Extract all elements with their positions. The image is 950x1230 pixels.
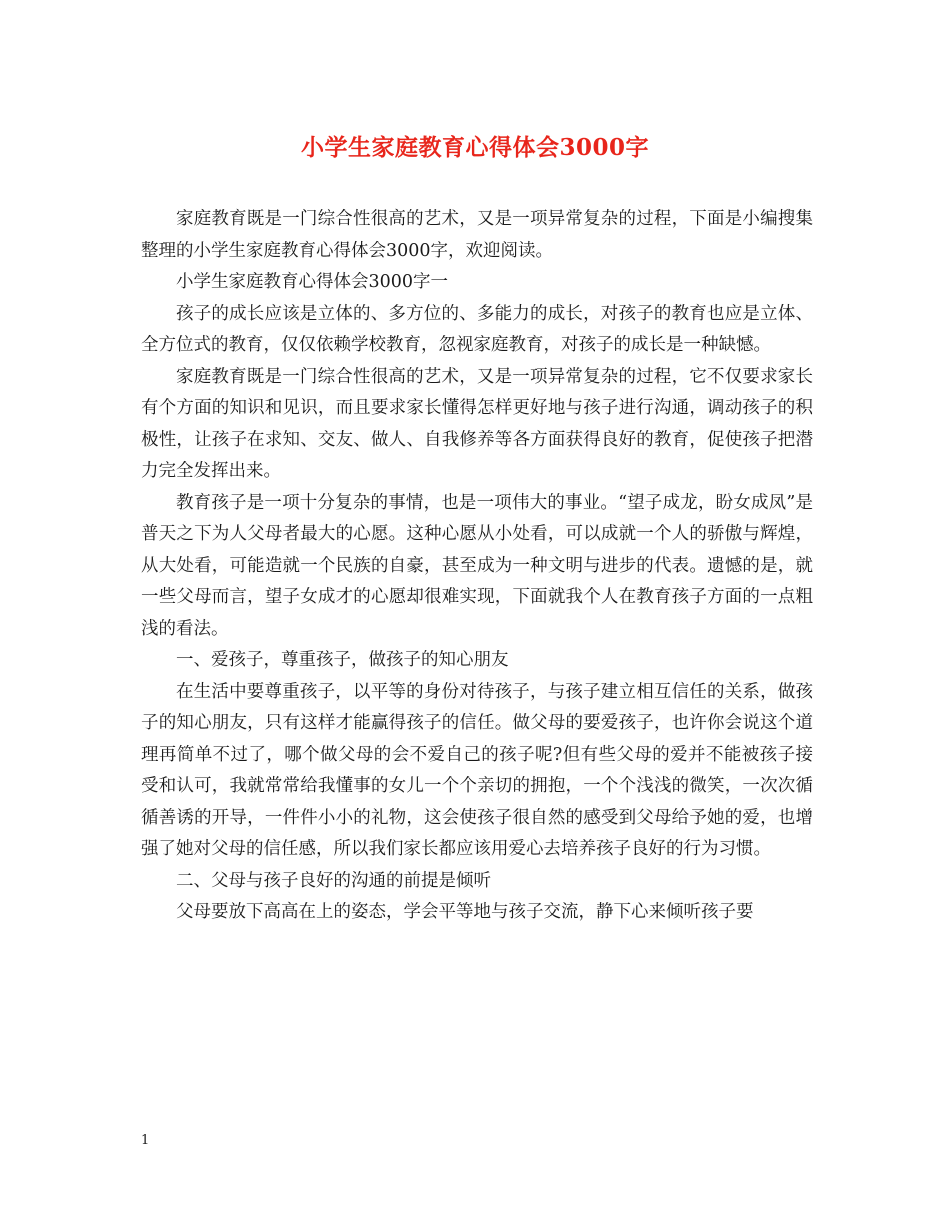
- paragraph: 教育孩子是一项十分复杂的事情，也是一项伟大的事业。“望子成龙，盼女成凤”是普天之下为人父母者最大的心愿。这种心愿从小处看，可以成就一个人的骄傲与辉煌，从大处看，可能造就一个民族的自豪，甚至成为一种文明与进步的代表。遗憾的是，就一些父母而言，望子女成才的心愿却很难实现，下面就我个人在教育孩子方面的一点粗浅的看法。: [141, 492, 813, 639]
- paragraph-intro: 家庭教育既是一门综合性很高的艺术，又是一项异常复杂的过程，下面是小编搜集整理的小学生家庭教育心得体会3000字，欢迎阅读。: [141, 209, 813, 261]
- document-body: [141, 204, 813, 929]
- subheading-love-respect: 一、爱孩子，尊重孩子，做孩子的知心朋友: [176, 650, 509, 670]
- paragraph: 孩子的成长应该是立体的、多方位的、多能力的成长，对孩子的教育也应是立体、全方位式的教育，仅仅依赖学校教育，忽视家庭教育，对孩子的成长是一种缺憾。: [141, 303, 813, 355]
- paragraph: 在生活中要尊重孩子，以平等的身份对待孩子，与孩子建立相互信任的关系，做孩子的知心朋友，只有这样才能赢得孩子的信任。做父母的要爱孩子，也许你会说这个道理再简单不过了，哪个做父母的会不爱自己的孩子呢?但有些父母的爱并不能被孩子接受和认可，我就常常给我懂事的女儿一个个亲切的拥抱，一个个浅浅的微笑，一次次循循善诱的开导，一件件小小的礼物，这会使孩子很自然的感受到父母给予她的爱，也增强了她对父母的信任感，所以我们家长都应该用爱心去培养孩子良好的行为习惯。: [141, 681, 813, 859]
- section-heading-1: 小学生家庭教育心得体会3000字一: [176, 272, 449, 292]
- subheading-listening: 二、父母与孩子良好的沟通的前提是倾听: [176, 870, 491, 891]
- paragraph: 父母要放下高高在上的姿态，学会平等地与孩子交流，静下心来倾听孩子要: [176, 902, 754, 922]
- page-number: 1: [141, 1133, 150, 1148]
- paragraph: 家庭教育既是一门综合性很高的艺术，又是一项异常复杂的过程，它不仅要求家长有个方面的知识和见识，而且要求家长懂得怎样更好地与孩子进行沟通，调动孩子的积极性，让孩子在求知、交友、做人、自我修养等各方面获得良好的教育，促使孩子把潜力完全发挥出来。: [141, 366, 813, 481]
- document-title: 小学生家庭教育心得体会3000字: [300, 134, 649, 161]
